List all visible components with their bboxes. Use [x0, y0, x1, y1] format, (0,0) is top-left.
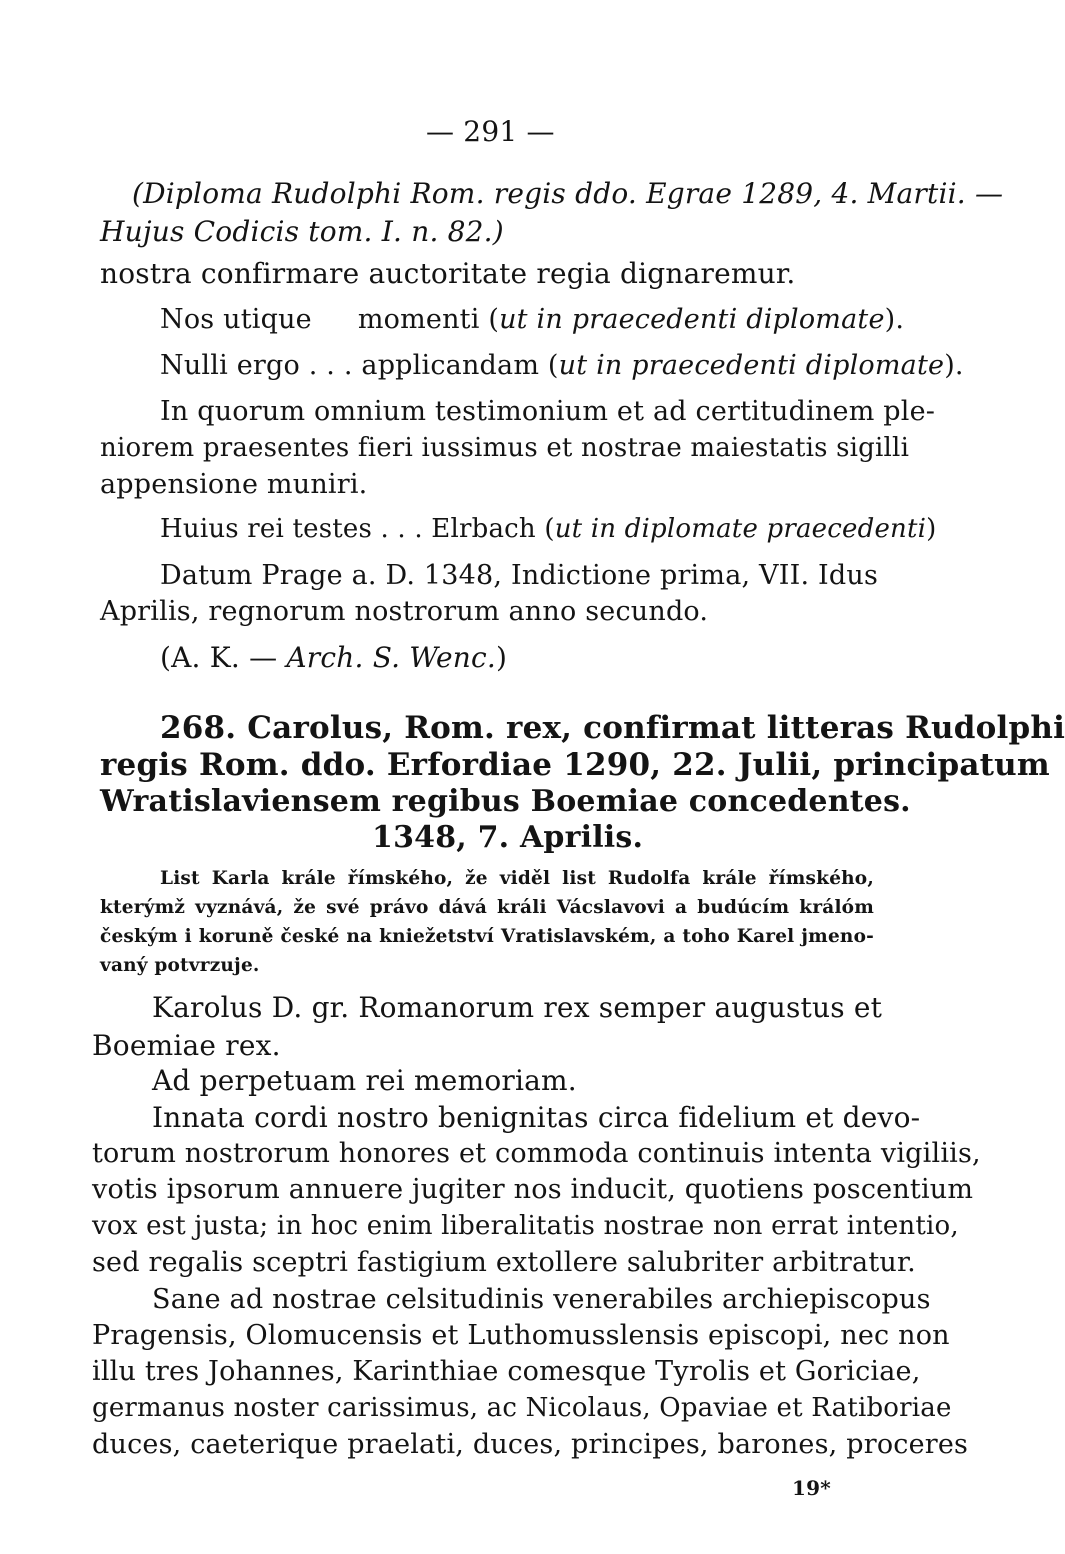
text-run: ) — [495, 641, 508, 674]
body-line: Aprilis, regnorum nostrorum anno secundo. — [100, 596, 709, 627]
signature-mark: 19* — [792, 1476, 831, 1500]
body-line: sed regalis sceptri fastigium extollere salubriter arbitratur. — [92, 1247, 916, 1278]
body-line: Karolus D. gr. Romanorum rex semper augustus et — [152, 991, 883, 1024]
text-run: ) — [926, 514, 937, 544]
summary-line: List Karla krále římského, že viděl list Rudolfa krále římského, — [160, 868, 874, 889]
body-line: votis ipsorum annuere jugiter nos inducit, quotiens poscentium — [92, 1174, 974, 1205]
body-line: torum nostrorum honores et commoda continuis intenta vigiliis, — [92, 1138, 981, 1169]
preamble-note-line: (Diploma Rudolphi Rom. regis ddo. Egrae 1289, 4. Martii. — — [132, 177, 1004, 210]
body-line: Innata cordi nostro benignitas circa fidelium et devo- — [152, 1101, 921, 1134]
body-line — [160, 352, 964, 379]
text-run: (A. K. — — [160, 641, 287, 674]
body-line: Ad perpetuam rei memoriam. — [152, 1064, 577, 1097]
body-line: In quorum omnium testimonium et ad certitudinem ple- — [160, 396, 936, 427]
body-line: nostra confirmare auctoritate regia dignaremur. — [100, 257, 796, 290]
text-run: Nulli ergo . . . applicandam ( — [160, 350, 559, 381]
text-run: ut in praecedenti diplomate — [558, 350, 945, 381]
text-run: Arch. S. Wenc. — [286, 641, 496, 674]
source-citation — [160, 641, 508, 674]
text-run: ). — [884, 304, 905, 335]
document-heading-line: 268. Carolus, Rom. rex, confirmat litteras Rudolphi — [160, 710, 1065, 746]
text-run: ). — [944, 350, 964, 381]
body-line: vox est justa; in hoc enim liberalitatis nostrae non errat intentio, — [92, 1211, 959, 1241]
document-heading-line: regis Rom. ddo. Erfordiae 1290, 22. Julii, principatum — [100, 747, 1050, 783]
body-line: illu tres Johannes, Karinthiae comesque Tyrolis et Goriciae, — [92, 1356, 921, 1387]
body-line — [160, 306, 904, 333]
text-run: ut in diplomate praecedenti — [554, 514, 927, 544]
text-run: ut in praecedenti diplomate — [499, 304, 885, 335]
body-line: germanus noster carissimus, ac Nicolaus, Opaviae et Ratiboriae — [92, 1393, 952, 1423]
text-run: Huius rei testes . . . Elrbach ( — [160, 514, 555, 544]
page-number: — 291 — — [426, 115, 555, 148]
text-run: momenti ( — [357, 304, 500, 335]
summary-line: vaný potvrzuje. — [100, 955, 260, 976]
body-line: Pragensis, Olomucensis et Luthomusslensis episcopi, nec non — [92, 1320, 950, 1351]
preamble-note-line: Hujus Codicis tom. I. n. 82.) — [100, 215, 504, 248]
document-heading-line: Wratislaviensem regibus Boemiae concedentes. — [100, 784, 911, 819]
text-run: Nos utique — [160, 304, 312, 335]
body-line: niorem praesentes fieri iussimus et nostrae maiestatis sigilli — [100, 433, 910, 463]
body-line: appensione muniri. — [100, 469, 368, 500]
summary-line: českým i koruně české na kniežetství Vratislavském, a toho Karel jmeno- — [100, 926, 874, 947]
body-line: duces, caeterique praelati, duces, principes, barones, proceres — [92, 1429, 969, 1460]
body-line: Boemiae rex. — [92, 1029, 281, 1062]
body-line: Datum Prage a. D. 1348, Indictione prima, VII. Idus — [160, 560, 879, 591]
body-line: Sane ad nostrae celsitudinis venerabiles archiepiscopus — [152, 1284, 931, 1315]
document-date: 1348, 7. Aprilis. — [372, 820, 644, 855]
body-line — [160, 516, 937, 542]
summary-line: kterýmž vyznává, že své právo dává králi Vácslavovi a budúcím králóm — [100, 897, 874, 918]
